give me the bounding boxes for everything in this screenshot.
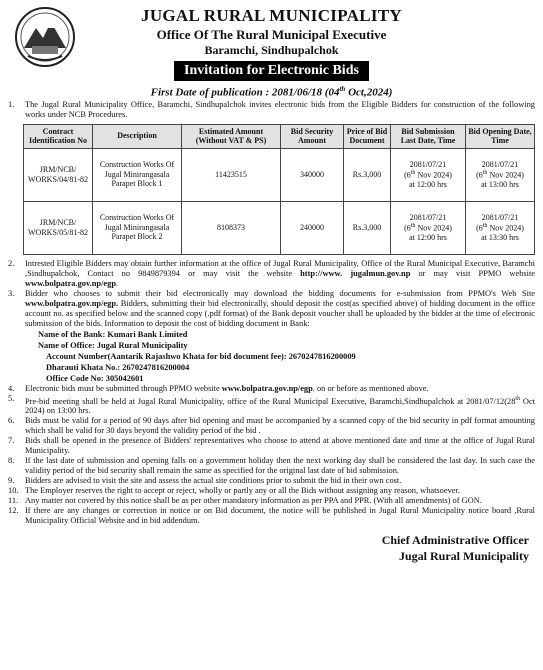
notice-item-4: 4. Electronic bids must be submitted through PPMO website www.bolpatra.gov.np/egp. on or before as mentioned above. xyxy=(8,383,429,393)
ppmo-website-link[interactable]: www.bolpatra.gov.np/egp. xyxy=(25,298,119,308)
signatory-title: Chief Administrative Officer xyxy=(381,533,529,548)
notice-header xyxy=(8,6,535,100)
col-submission-date: Bid Submission Last Date, Time xyxy=(391,124,466,148)
contract-id-cell: JRM/NCB/ WORKS/04/81-82 xyxy=(24,148,93,201)
col-opening-date: Bid Opening Date, Time xyxy=(466,124,535,148)
notice-item-12: 12. If there are any changes or correction in notice or on Bid document, the notice will be published in Jugal Rural Municipality notice board ,Rural Municipality Official Website and in bid addendum. xyxy=(8,506,535,526)
office-code: Office Code No: 305042601 xyxy=(46,373,144,383)
notice-item-6: 6. Bids must be valid for a period of 90 days after bid opening and must be accompanied by a scanned copy of the bid security in pdf format amounting which shall be valid for 30 days beyond the validity period of the bid . xyxy=(8,416,535,436)
submission-date-cell: 2081/07/21 (6th Nov 2024) at 12:00 hrs xyxy=(391,201,466,254)
notice-item-2: 2. Intrested Eligible Bidders may obtain further information at the office of Jugal Rural Municipality, Office of the Rural Municipal Executive, Baramchi ,Sindhupalchok, Contact no 9849879394 or may visit the website http://www. jugalmun.gov.np or may visit PPMO website www.bolpatra.gov.np/egp. xyxy=(8,258,536,288)
bank-office-name: Name of Office: Jugal Rural Municipality xyxy=(38,340,188,350)
col-estimated-amount: Estimated Amount (Without VAT & PS) xyxy=(182,124,281,148)
municipality-name: JUGAL RURAL MUNICIPALITY xyxy=(141,6,402,25)
notice-items-final xyxy=(8,384,535,527)
bid-security-cell: 240000 xyxy=(281,201,344,254)
bid-table xyxy=(23,124,535,255)
bid-security-cell: 340000 xyxy=(281,148,344,201)
office-location: Baramchi, Sindhupalchok xyxy=(204,43,339,57)
notice-title-banner: Invitation for Electronic Bids xyxy=(174,61,369,81)
municipality-emblem-icon xyxy=(14,6,76,68)
col-bid-security: Bid Security Amount xyxy=(281,124,344,148)
bank-account-number: Account Number(Aantarik Rajashwo Khata for bid document fee): 2670247816200009 xyxy=(46,351,356,361)
bid-doc-price-cell: Rs.3,000 xyxy=(344,201,391,254)
table-row xyxy=(24,148,535,201)
estimated-amount-cell: 11423515 xyxy=(182,148,281,201)
municipality-website-link[interactable]: http://www. jugalmun.gov.np xyxy=(300,268,411,278)
description-cell: Construction Works Of Jugal Minirangasala Parapet Block 1 xyxy=(93,148,182,201)
signature-block xyxy=(8,532,535,564)
publication-date: First Date of publication : 2081/06/18 (04th Oct,2024) xyxy=(150,85,393,99)
ppmo-website-link[interactable]: www.bolpatra.gov.np/egp xyxy=(221,383,313,393)
notice-item-7: 7. Bids shall be opened in the presence of Bidders' representatives who choose to attend at above mentioned date and time at the office of Jugal Rural Municipality. xyxy=(8,436,535,456)
notice-item-1: 1. The Jugal Rural Municipality Office, Baramchi, Sindhupalchok invites electronic bids from the Eligible Bidders for construction of the following works under NCB Procedures. xyxy=(8,99,535,119)
contract-id-cell: JRM/NCB/ WORKS/05/81-82 xyxy=(24,201,93,254)
bid-table-header-row xyxy=(24,124,535,148)
submission-date-cell: 2081/07/21 (6th Nov 2024) at 12:00 hrs xyxy=(391,148,466,201)
dharauti-account-number: Dharauti Khata No.: 2670247816200004 xyxy=(46,362,190,372)
col-bid-doc-price: Price of Bid Document xyxy=(344,124,391,148)
bank-name: Name of the Bank: Kumari Bank Limited xyxy=(38,329,188,339)
notice-items-continued xyxy=(8,259,535,329)
notice-item-8: 8. If the last date of submission and opening falls on a government holiday then the next working day shall be considered the last day. In such case the validity period of the bid security shall remain the same as specified for the original last date of bid submission. xyxy=(8,456,535,476)
ppmo-website-link[interactable]: www.bolpatra.gov.np/egp xyxy=(25,278,116,288)
opening-date-cell: 2081/07/21 (6th Nov 2024) at 13:30 hrs xyxy=(466,201,535,254)
estimated-amount-cell: 8108373 xyxy=(182,201,281,254)
bid-doc-price-cell: Rs.3,000 xyxy=(344,148,391,201)
col-contract-id: Contract Identification No xyxy=(24,124,93,148)
bank-details xyxy=(8,329,535,384)
notice-item-3: 3. Bidder who chooses to submit their bid electronically may download the bidding documents for e-submission from PPMO's Web Site www.bolpatra.gov.np/egp. Bidders, submitting their bid electronically, should deposit the cost(as specified above) of bidding document in the office account no. as specified below and the scanned copy (.pdf format) of the Bank deposit voucher shall be uploaded by the bidder at the time of electronic submission of the bids. Information to deposit the cost of bidding document in Bank: xyxy=(8,288,535,328)
notice-item-10: 10. The Employer reserves the right to accept or reject, wholly or partly any or all the Bids without assigning any reason, whatsoever. xyxy=(8,486,460,496)
notice-item-9: 9. Bidders are advised to visit the site and assess the actual site conditions prior to submit the bid in their own cost. xyxy=(8,476,402,486)
opening-date-cell: 2081/07/21 (6th Nov 2024) at 13:00 hrs xyxy=(466,148,535,201)
notice-items xyxy=(8,100,535,120)
signatory-organization: Jugal Rural Municipality xyxy=(398,549,529,564)
notice-item-5: 5. Pre-bid meeting shall be held at Jugal Rural Municipality, office of the Rural Municipal Executive, Baramchi,Sindhupalchok at 2081/07/12(28th Oct 2024) on 13:00 hrs. xyxy=(8,393,535,416)
description-cell: Construction Works Of Jugal Minirangasala Parapet Block 2 xyxy=(93,201,182,254)
notice-item-11: 11. Any matter not covered by this notice shall be as per other mandatory information as per PPA and PPR. (With all amendments) of GON. xyxy=(8,496,482,506)
office-name: Office Of The Rural Municipal Executive xyxy=(156,27,387,42)
table-row xyxy=(24,201,535,254)
col-description: Description xyxy=(93,124,182,148)
